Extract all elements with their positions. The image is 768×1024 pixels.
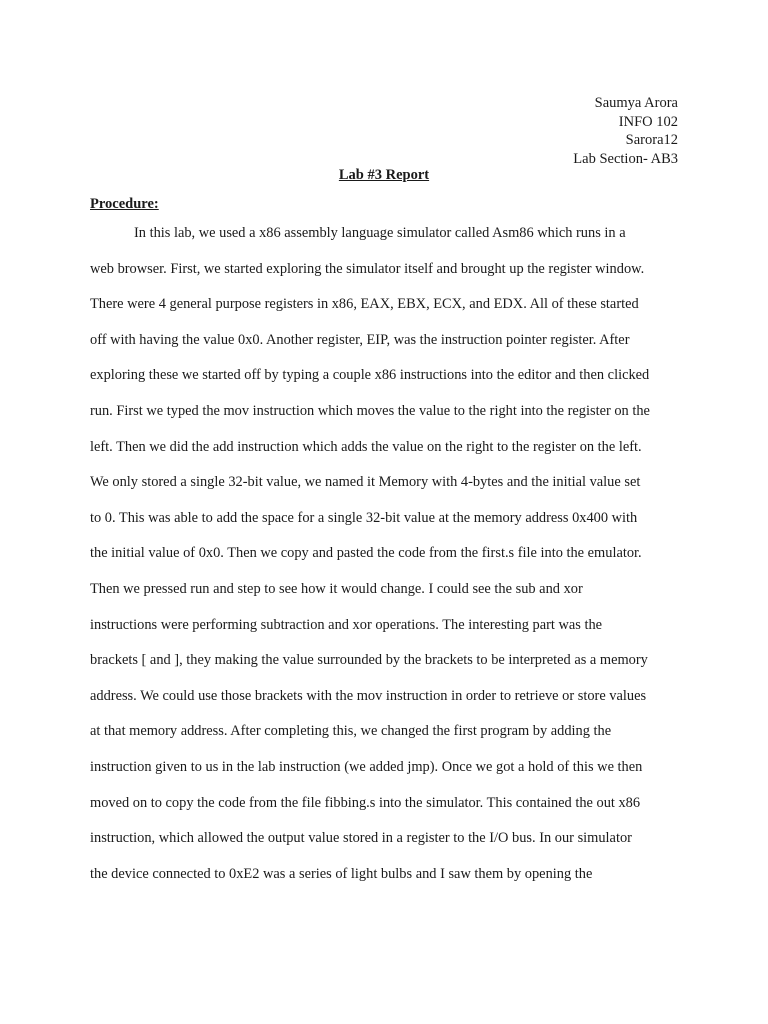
paragraph-line: address. We could use those brackets with the mov instruction in order to retrieve or store values bbox=[90, 687, 647, 704]
paragraph-line: instructions were performing subtraction and xor operations. The interesting part was the bbox=[90, 616, 603, 633]
paragraph-line: brackets [ and ], they making the value surrounded by the brackets to be interpreted as a memory bbox=[90, 652, 648, 669]
paragraph-line: instruction, which allowed the output value stored in a register to the I/O bus. In our simulator bbox=[90, 830, 632, 847]
document-title: Lab #3 Report bbox=[338, 167, 430, 183]
paragraph-line: Then we pressed run and step to see how it would change. I could see the sub and xor bbox=[90, 580, 583, 597]
paragraph-line: In this lab, we used a x86 assembly language simulator called Asm86 which runs in a bbox=[134, 225, 626, 241]
author-header bbox=[573, 94, 678, 168]
lab-section: Lab Section- AB3 bbox=[573, 150, 678, 167]
author-name: Saumya Arora bbox=[594, 95, 678, 111]
procedure-paragraph bbox=[90, 221, 678, 897]
paragraph-line: the initial value of 0x0. Then we copy and pasted the code from the first.s file into the emulator. bbox=[90, 545, 642, 562]
paragraph-line: off with having the value 0x0. Another register, EIP, was the instruction pointer register. After bbox=[90, 331, 630, 348]
net-id: Sarora12 bbox=[625, 132, 678, 148]
paragraph-line: web browser. First, we started exploring the simulator itself and brought up the register window. bbox=[90, 260, 645, 277]
paragraph-line: to 0. This was able to add the space for a single 32-bit value at the memory address 0x400 with bbox=[90, 509, 638, 526]
paragraph-line: left. Then we did the add instruction which adds the value on the right to the register on the left. bbox=[90, 438, 642, 455]
paragraph-line: run. First we typed the mov instruction which moves the value to the right into the register on the bbox=[90, 402, 650, 419]
paragraph-line: We only stored a single 32-bit value, we named it Memory with 4-bytes and the initial value set bbox=[90, 474, 641, 491]
paragraph-line: the device connected to 0xE2 was a series of light bulbs and I saw them by opening the bbox=[90, 865, 593, 882]
procedure-heading: Procedure: bbox=[90, 196, 159, 212]
course-code: INFO 102 bbox=[618, 113, 678, 130]
paragraph-line: moved on to copy the code from the file fibbing.s into the simulator. This contained the out x86 bbox=[90, 794, 641, 811]
paragraph-line: at that memory address. After completing this, we changed the first program by adding the bbox=[90, 723, 612, 740]
paragraph-line: exploring these we started off by typing a couple x86 instructions into the editor and then clicked bbox=[90, 367, 650, 384]
paragraph-line: There were 4 general purpose registers in x86, EAX, EBX, ECX, and EDX. All of these started bbox=[90, 296, 639, 313]
paragraph-line: instruction given to us in the lab instruction (we added jmp). Once we got a hold of this we then bbox=[90, 758, 643, 775]
